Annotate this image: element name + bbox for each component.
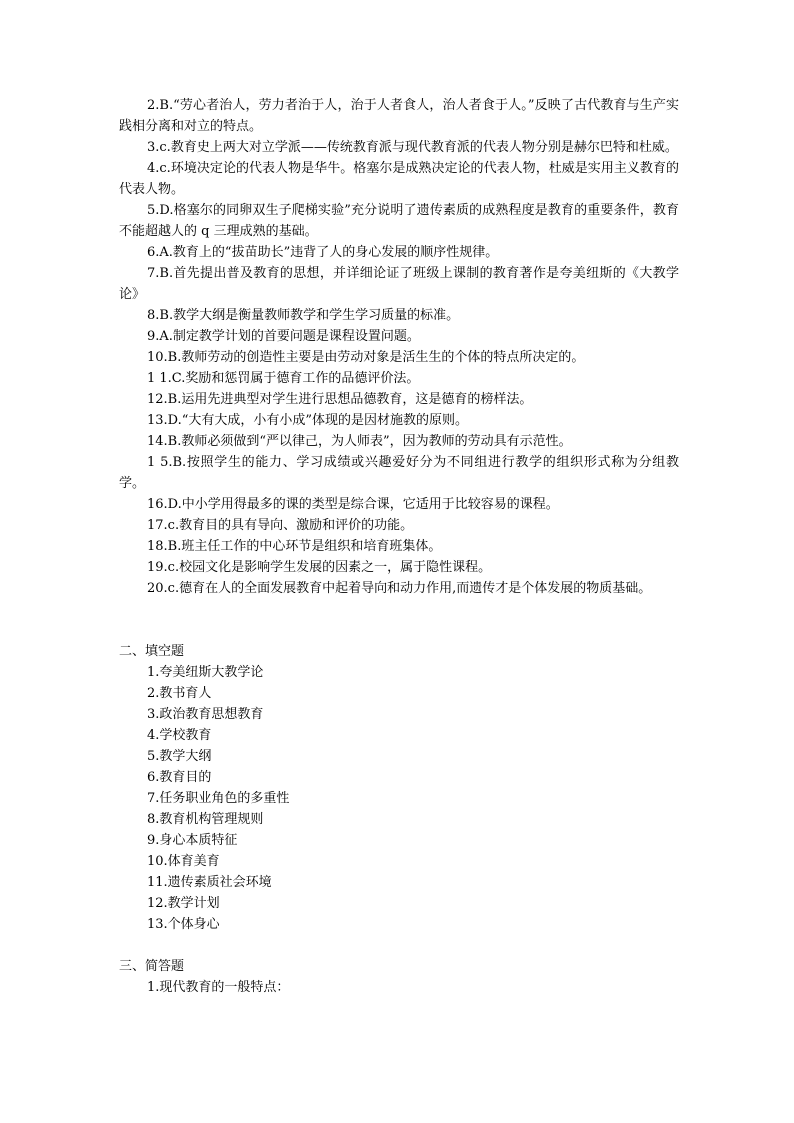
answer-item: 14.B.教师必须做到“严以律己，为人师表”，因为教师的劳动具有示范性。: [147, 434, 572, 449]
list-item: 6.教育目的: [147, 770, 212, 785]
answer-item: 1 1.C.奖励和惩罚属于德育工作的品德评价法。: [147, 371, 420, 386]
list-item: 11.遗传素质社会环境: [147, 875, 272, 890]
answer-item: 8.B.教学大纲是衡量教师教学和学生学习质量的标准。: [147, 308, 460, 323]
list-item: 4.学校教育: [147, 728, 212, 743]
section-spacer: [119, 599, 679, 641]
section-heading: 二、填空题: [119, 644, 185, 659]
section-heading: 三、简答题: [119, 959, 185, 974]
choice-answers-section: [119, 95, 679, 599]
answer-item: 20.c.德育在人的全面发展教育中起着导向和动力作用,而遗传才是个体发展的物质基础。: [147, 581, 652, 596]
list-item: 5.教学大纲: [147, 749, 212, 764]
list-item: 9.身心本质特征: [147, 833, 238, 848]
answer-item: 4.c.环境决定论的代表人物是华牛。格塞尔是成熟决定论的代表人物，杜威是实用主义教育的代表人物。: [119, 161, 679, 197]
answer-item: 3.c.教育史上两大对立学派——传统教育派与现代教育派的代表人物分别是赫尔巴特和杜威。: [147, 140, 678, 155]
document-page: [119, 95, 679, 998]
answer-item: 5.D.格塞尔的同卵双生子爬梯实验”充分说明了遗传素质的成熟程度是教育的重要条件，教育不能超越人的 q 三理成熟的基础。: [119, 203, 679, 239]
list-item: 3.政治教育思想教育: [147, 707, 264, 722]
answer-item: 13.D.“大有大成，小有小成”体现的是因材施教的原则。: [147, 413, 469, 428]
answer-item: 18.B.班主任工作的中心环节是组织和培育班集体。: [147, 539, 442, 554]
answer-item: 16.D.中小学用得最多的课的类型是综合课，它适用于比较容易的课程。: [147, 497, 559, 512]
answer-item: 6.A.教育上的“拔苗助长”违背了人的身心发展的顺序性规律。: [147, 245, 499, 260]
answer-item: 1 5.B.按照学生的能力、学习成绩或兴趣爱好分为不同组进行教学的组织形式称为分组教学。: [119, 455, 679, 491]
answer-item: 10.B.教师劳动的创造性主要是由劳动对象是活生生的个体的特点所决定的。: [147, 350, 585, 365]
list-item: 1.现代教育的一般特点：: [147, 980, 290, 995]
list-item: 8.教育机构管理规则: [147, 812, 264, 827]
answer-item: 2.B.“劳心者治人，劳力者治于人，治于人者食人，治人者食于人。”反映了古代教育与生产实践相分离和对立的特点。: [119, 98, 679, 134]
list-item: 10.体育美育: [147, 854, 220, 869]
answer-item: 7.B.首先提出普及教育的思想，并详细论证了班级上课制的教育著作是夸美纽斯的《大教学论》: [119, 266, 679, 302]
list-item: 1.夸美纽斯大教学论: [147, 665, 264, 680]
list-item: 2.教书育人: [147, 686, 212, 701]
list-item: 12.教学计划: [147, 896, 220, 911]
answer-item: 19.c.校园文化是影响学生发展的因素之一，属于隐性课程。: [147, 560, 492, 575]
section-spacer: [119, 935, 679, 956]
short-answer-section: [119, 956, 679, 998]
answer-item: 12.B.运用先进典型对学生进行思想品德教育，这是德育的榜样法。: [147, 392, 533, 407]
list-item: 13.个体身心: [147, 917, 220, 932]
answer-item: 17.c.教育目的具有导向、激励和评价的功能。: [147, 518, 414, 533]
answer-item: 9.A.制定教学计划的首要问题是课程设置问题。: [147, 329, 420, 344]
fill-blank-section: [119, 641, 679, 935]
list-item: 7.任务职业角色的多重性: [147, 791, 290, 806]
